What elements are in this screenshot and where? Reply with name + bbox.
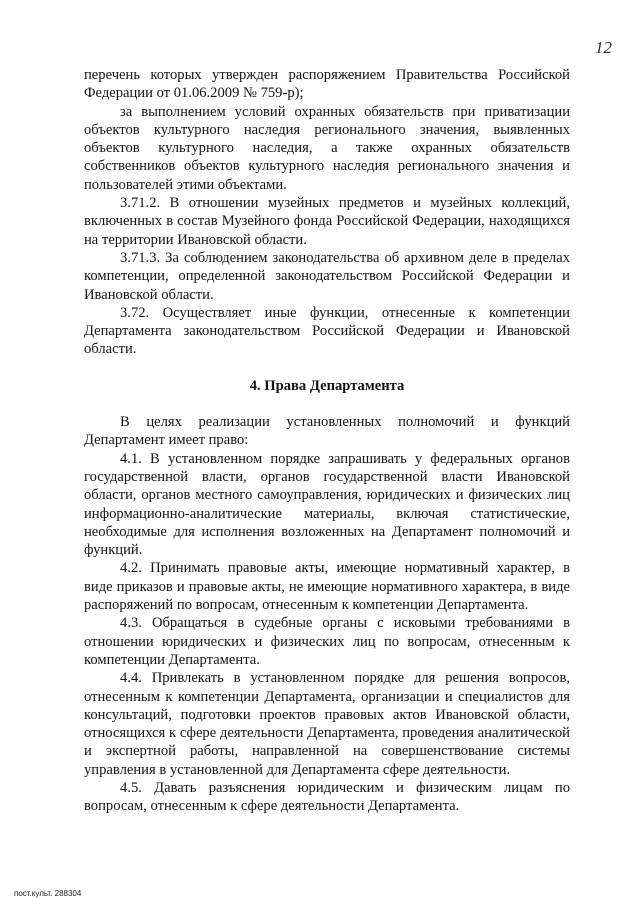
paragraph: 4.2. Принимать правовые акты, имеющие нормативный характер, в виде приказов и правовые акты, не имеющие нормативного характера, в виде распоряжений по вопросам, отнесенным к компетенции Департамента. — [84, 560, 570, 614]
paragraph: 4.1. В установленном порядке запрашивать у федеральных органов государственной власти, органов государственной власти Ивановской области, органов местного самоуправления, юридических и физических лиц информационно-аналитические материалы, включая статистические, необходимые для исполнения возложенных на Департамент полномочий и функций. — [84, 450, 570, 559]
footer-code: пост.культ. 288304 — [14, 889, 82, 898]
paragraph: перечень которых утвержден распоряжением Правительства Российской Федерации от 01.06.2009 № 759-р); — [84, 67, 570, 102]
section-heading: 4. Права Департамента — [249, 377, 405, 394]
page-number: 12 — [595, 38, 612, 57]
paragraph: за выполнением условий охранных обязательств при приватизации объектов культурного наследия регионального значения, выявленных объектов культурного наследия, а также охранных обязательств собственников объектов культурного наследия регионального значения и пользователей этими объектами. — [84, 103, 570, 193]
paragraph: 4.5. Давать разъяснения юридическим и физическим лицам по вопросам, отнесенным к сфере деятельности Департамента. — [84, 779, 570, 815]
document-body — [84, 66, 570, 816]
paragraph: 3.71.2. В отношении музейных предметов и музейных коллекций, включенных в состав Музейного фонда Российской Федерации, находящихся на территории Ивановской области. — [84, 195, 570, 248]
paragraph: 3.72. Осуществляет иные функции, отнесенные к компетенции Департамента законодательством Российской Федерации и Ивановской области. — [84, 304, 570, 358]
paragraph: 4.4. Привлекать в установленном порядке для решения вопросов, отнесенным к компетенции Департамента, организации и специалистов для консультаций, подготовки проектов правовых актов Ивановской области, относящихся к сфере деятельности Департамента, проведения аналитической и экспертной работы, направленной на совершенствование системы управления в установленной для Департамента сфере деятельности. — [84, 670, 570, 778]
paragraph: В целях реализации установленных полномочий и функций Департамент имеет право: — [84, 414, 570, 449]
paragraph: 3.71.3. За соблюдением законодательства об архивном деле в пределах компетенции, определенной законодательством Российской Федерации и Ивановской области. — [84, 249, 570, 303]
paragraph: 4.3. Обращаться в судебные органы с исковыми требованиями в отношении юридических и физических лиц по вопросам, отнесенным к компетенции Департамента. — [84, 615, 570, 668]
